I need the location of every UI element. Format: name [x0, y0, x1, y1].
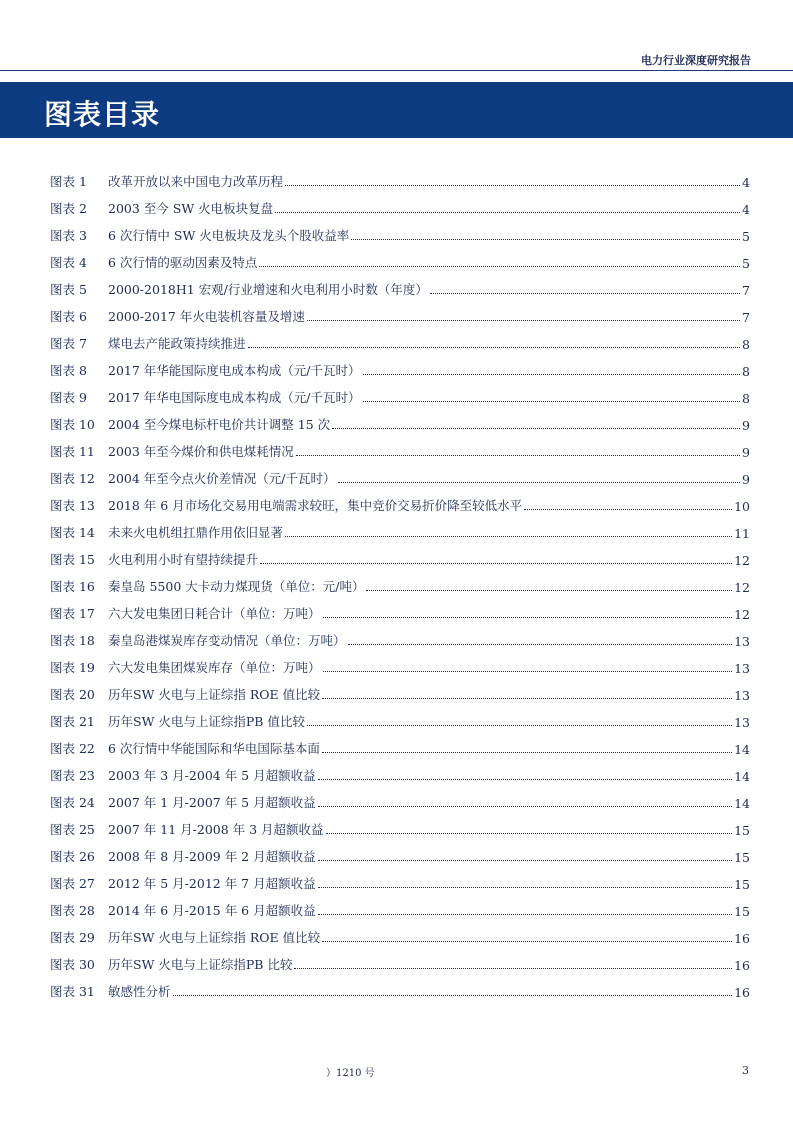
toc-entry[interactable] — [50, 467, 750, 487]
footer-page-number: 3 — [742, 1064, 749, 1077]
toc-leader-dots — [524, 509, 732, 510]
toc-entry[interactable] — [50, 251, 750, 271]
toc-page-number: 13 — [734, 634, 750, 649]
toc-figure-label: 图表 9 — [50, 390, 87, 405]
toc-entry[interactable] — [50, 683, 750, 703]
toc-page-number: 10 — [734, 499, 750, 514]
toc-page-number: 9 — [742, 445, 750, 460]
toc-figure-title: 2003 年 3 月-2004 年 5 月超额收益 — [108, 768, 316, 783]
toc-page-number: 12 — [734, 580, 750, 595]
toc-figure-label: 图表 6 — [50, 309, 87, 324]
toc-page-number: 13 — [734, 688, 750, 703]
toc-leader-dots — [296, 455, 740, 456]
toc-leader-dots — [348, 644, 733, 645]
toc-figure-label: 图表 22 — [50, 741, 95, 756]
toc-page-number: 8 — [742, 364, 750, 379]
toc-figure-label: 图表 10 — [50, 417, 95, 432]
toc-page-number: 5 — [742, 229, 750, 244]
toc-leader-dots — [307, 320, 740, 321]
toc-leader-dots — [430, 293, 740, 294]
toc-figure-title: 6 次行情中 SW 火电板块及龙头个股收益率 — [108, 228, 350, 243]
toc-figure-title: 2004 年至今点火价差情况（元/千瓦时） — [108, 471, 336, 486]
toc-leader-dots — [318, 806, 733, 807]
toc-figure-label: 图表 11 — [50, 444, 95, 459]
toc-figure-title: 2007 年 11 月-2008 年 3 月超额收益 — [108, 822, 324, 837]
toc-figure-title: 2003 至今 SW 火电板块复盘 — [108, 201, 274, 216]
toc-figure-title: 2000-2017 年火电装机容量及增速 — [108, 309, 305, 324]
toc-entry[interactable] — [50, 872, 750, 892]
toc-figure-title: 2003 年至今煤价和供电煤耗情况 — [108, 444, 294, 459]
toc-entry[interactable] — [50, 629, 750, 649]
toc-page-number: 15 — [734, 823, 750, 838]
toc-page-number: 8 — [742, 337, 750, 352]
toc-leader-dots — [323, 671, 733, 672]
toc-page-number: 16 — [734, 931, 750, 946]
toc-figure-label: 图表 27 — [50, 876, 95, 891]
toc-page-number: 7 — [742, 283, 750, 298]
toc-figure-title: 火电利用小时有望持续提升 — [108, 552, 259, 567]
toc-figure-title: 2000-2018H1 宏观/行业增速和火电利用小时数（年度） — [108, 282, 428, 297]
toc-leader-dots — [363, 374, 741, 375]
toc-leader-dots — [351, 239, 740, 240]
toc-figure-title: 敏感性分析 — [108, 984, 171, 999]
toc-leader-dots — [248, 347, 741, 348]
toc-figure-title: 6 次行情中华能国际和华电国际基本面 — [108, 741, 320, 756]
toc-figure-title: 历年SW 火电与上证综指PB 值比较 — [108, 714, 305, 729]
toc-figure-label: 图表 30 — [50, 957, 95, 972]
report-name: 电力行业深度研究报告 — [641, 54, 751, 67]
toc-figure-title: 未来火电机组扛鼎作用依旧显著 — [108, 525, 284, 540]
toc-leader-dots — [366, 590, 732, 591]
toc-page-number: 15 — [734, 904, 750, 919]
toc-figure-title: 历年SW 火电与上证综指 ROE 值比较 — [108, 930, 321, 945]
toc-figure-title: 历年SW 火电与上证综指 ROE 值比较 — [108, 687, 321, 702]
toc-figure-label: 图表 5 — [50, 282, 87, 297]
toc-entry[interactable] — [50, 413, 750, 433]
toc-leader-dots — [318, 860, 733, 861]
toc-leader-dots — [275, 212, 740, 213]
toc-entry[interactable] — [50, 305, 750, 325]
toc-page-number: 16 — [734, 985, 750, 1000]
toc-figure-title: 改革开放以来中国电力改革历程 — [108, 174, 284, 189]
toc-leader-dots — [260, 563, 732, 564]
toc-figure-label: 图表 8 — [50, 363, 87, 378]
toc-figure-label: 图表 28 — [50, 903, 95, 918]
toc-entry[interactable] — [50, 278, 750, 298]
toc-entry[interactable] — [50, 980, 750, 1000]
toc-figure-title: 2014 年 6 月-2015 年 6 月超额收益 — [108, 903, 316, 918]
footer-doc-number: ）1210 号 — [326, 1068, 375, 1079]
toc-entry[interactable] — [50, 224, 750, 244]
toc-figure-label: 图表 17 — [50, 606, 95, 621]
toc-entry[interactable] — [50, 710, 750, 730]
toc-page-number: 5 — [742, 256, 750, 271]
toc-leader-dots — [318, 887, 733, 888]
toc-entry[interactable] — [50, 359, 750, 379]
toc-leader-dots — [318, 914, 733, 915]
toc-figure-title: 6 次行情的驱动因素及特点 — [108, 255, 258, 270]
toc-entry[interactable] — [50, 494, 750, 514]
toc-leader-dots — [338, 482, 741, 483]
toc-figure-title: 2004 至今煤电标杆电价共计调整 15 次 — [108, 417, 331, 432]
toc-figure-label: 图表 24 — [50, 795, 95, 810]
toc-figure-title: 六大发电集团煤炭库存（单位：万吨） — [108, 660, 321, 675]
toc-figure-title: 秦皇岛港煤炭库存变动情况（单位：万吨） — [108, 633, 346, 648]
toc-page-number: 13 — [734, 715, 750, 730]
toc-page-number: 15 — [734, 850, 750, 865]
toc-figure-title: 历年SW 火电与上证综指PB 比较 — [108, 957, 293, 972]
toc-figure-label: 图表 2 — [50, 201, 87, 216]
toc-entry[interactable] — [50, 791, 750, 811]
toc-page-number: 12 — [734, 607, 750, 622]
toc-page-number: 11 — [734, 526, 750, 541]
toc-figure-label: 图表 26 — [50, 849, 95, 864]
toc-entry[interactable] — [50, 548, 750, 568]
toc-entry[interactable] — [50, 332, 750, 352]
toc-entry[interactable] — [50, 521, 750, 541]
toc-entry[interactable] — [50, 197, 750, 217]
toc-figure-label: 图表 25 — [50, 822, 95, 837]
header-divider — [0, 70, 793, 71]
toc-page-number: 9 — [742, 472, 750, 487]
toc-page-number: 15 — [734, 877, 750, 892]
toc-figure-title: 秦皇岛 5500 大卡动力煤现货（单位：元/吨） — [108, 579, 365, 594]
toc-entry[interactable] — [50, 575, 750, 595]
toc-leader-dots — [322, 752, 732, 753]
toc-entry[interactable] — [50, 845, 750, 865]
toc-entry[interactable] — [50, 656, 750, 676]
toc-page-number: 13 — [734, 661, 750, 676]
toc-figure-label: 图表 20 — [50, 687, 95, 702]
toc-figure-title: 2017 年华电国际度电成本构成（元/千瓦时） — [108, 390, 361, 405]
toc-leader-dots — [322, 698, 732, 699]
page-title: 图表目录 — [44, 98, 161, 131]
toc-figure-title: 2007 年 1 月-2007 年 5 月超额收益 — [108, 795, 316, 810]
toc-figure-label: 图表 21 — [50, 714, 95, 729]
toc-entry[interactable] — [50, 764, 750, 784]
toc-figure-label: 图表 12 — [50, 471, 95, 486]
toc-page-number: 14 — [734, 769, 750, 784]
toc-page-number: 4 — [742, 175, 750, 190]
toc-figure-label: 图表 29 — [50, 930, 95, 945]
toc-figure-title: 六大发电集团日耗合计（单位：万吨） — [108, 606, 321, 621]
toc-leader-dots — [363, 401, 741, 402]
toc-leader-dots — [326, 833, 733, 834]
toc-figure-label: 图表 15 — [50, 552, 95, 567]
toc-page-number: 7 — [742, 310, 750, 325]
toc-page-number: 14 — [734, 796, 750, 811]
toc-leader-dots — [259, 266, 740, 267]
toc-leader-dots — [322, 941, 732, 942]
toc-page-number: 8 — [742, 391, 750, 406]
toc-figure-title: 2008 年 8 月-2009 年 2 月超额收益 — [108, 849, 316, 864]
toc-figure-label: 图表 14 — [50, 525, 95, 540]
toc-page-number: 14 — [734, 742, 750, 757]
toc-leader-dots — [323, 617, 733, 618]
toc-figure-label: 图表 18 — [50, 633, 95, 648]
toc-figure-label: 图表 31 — [50, 984, 95, 999]
toc-leader-dots — [294, 968, 732, 969]
toc-leader-dots — [332, 428, 740, 429]
toc-entry[interactable] — [50, 602, 750, 622]
toc-figure-label: 图表 1 — [50, 174, 87, 189]
toc-figure-title: 2018 年 6 月市场化交易用电端需求较旺，集中竞价交易折价降至较低水平 — [108, 498, 523, 513]
toc-entry[interactable] — [50, 953, 750, 973]
toc-figure-label: 图表 16 — [50, 579, 95, 594]
toc-leader-dots — [318, 779, 733, 780]
toc-page-number: 16 — [734, 958, 750, 973]
toc-figure-title: 2017 年华能国际度电成本构成（元/千瓦时） — [108, 363, 361, 378]
toc-figure-label: 图表 3 — [50, 228, 87, 243]
toc-figure-title: 煤电去产能政策持续推进 — [108, 336, 246, 351]
toc-figure-label: 图表 19 — [50, 660, 95, 675]
toc-leader-dots — [285, 185, 740, 186]
toc-figure-label: 图表 7 — [50, 336, 87, 351]
toc-entry[interactable] — [50, 440, 750, 460]
toc-entry[interactable] — [50, 386, 750, 406]
toc-leader-dots — [307, 725, 732, 726]
toc-figure-label: 图表 23 — [50, 768, 95, 783]
toc-entry[interactable] — [50, 170, 750, 190]
toc-figure-label: 图表 13 — [50, 498, 95, 513]
toc-page-number: 12 — [734, 553, 750, 568]
toc-page-number: 4 — [742, 202, 750, 217]
toc-entry[interactable] — [50, 818, 750, 838]
toc-leader-dots — [285, 536, 732, 537]
toc-figure-title: 2012 年 5 月-2012 年 7 月超额收益 — [108, 876, 316, 891]
toc-page-number: 9 — [742, 418, 750, 433]
toc-entry[interactable] — [50, 899, 750, 919]
toc-entry[interactable] — [50, 737, 750, 757]
toc-leader-dots — [173, 995, 733, 996]
toc-figure-label: 图表 4 — [50, 255, 87, 270]
toc-entry[interactable] — [50, 926, 750, 946]
